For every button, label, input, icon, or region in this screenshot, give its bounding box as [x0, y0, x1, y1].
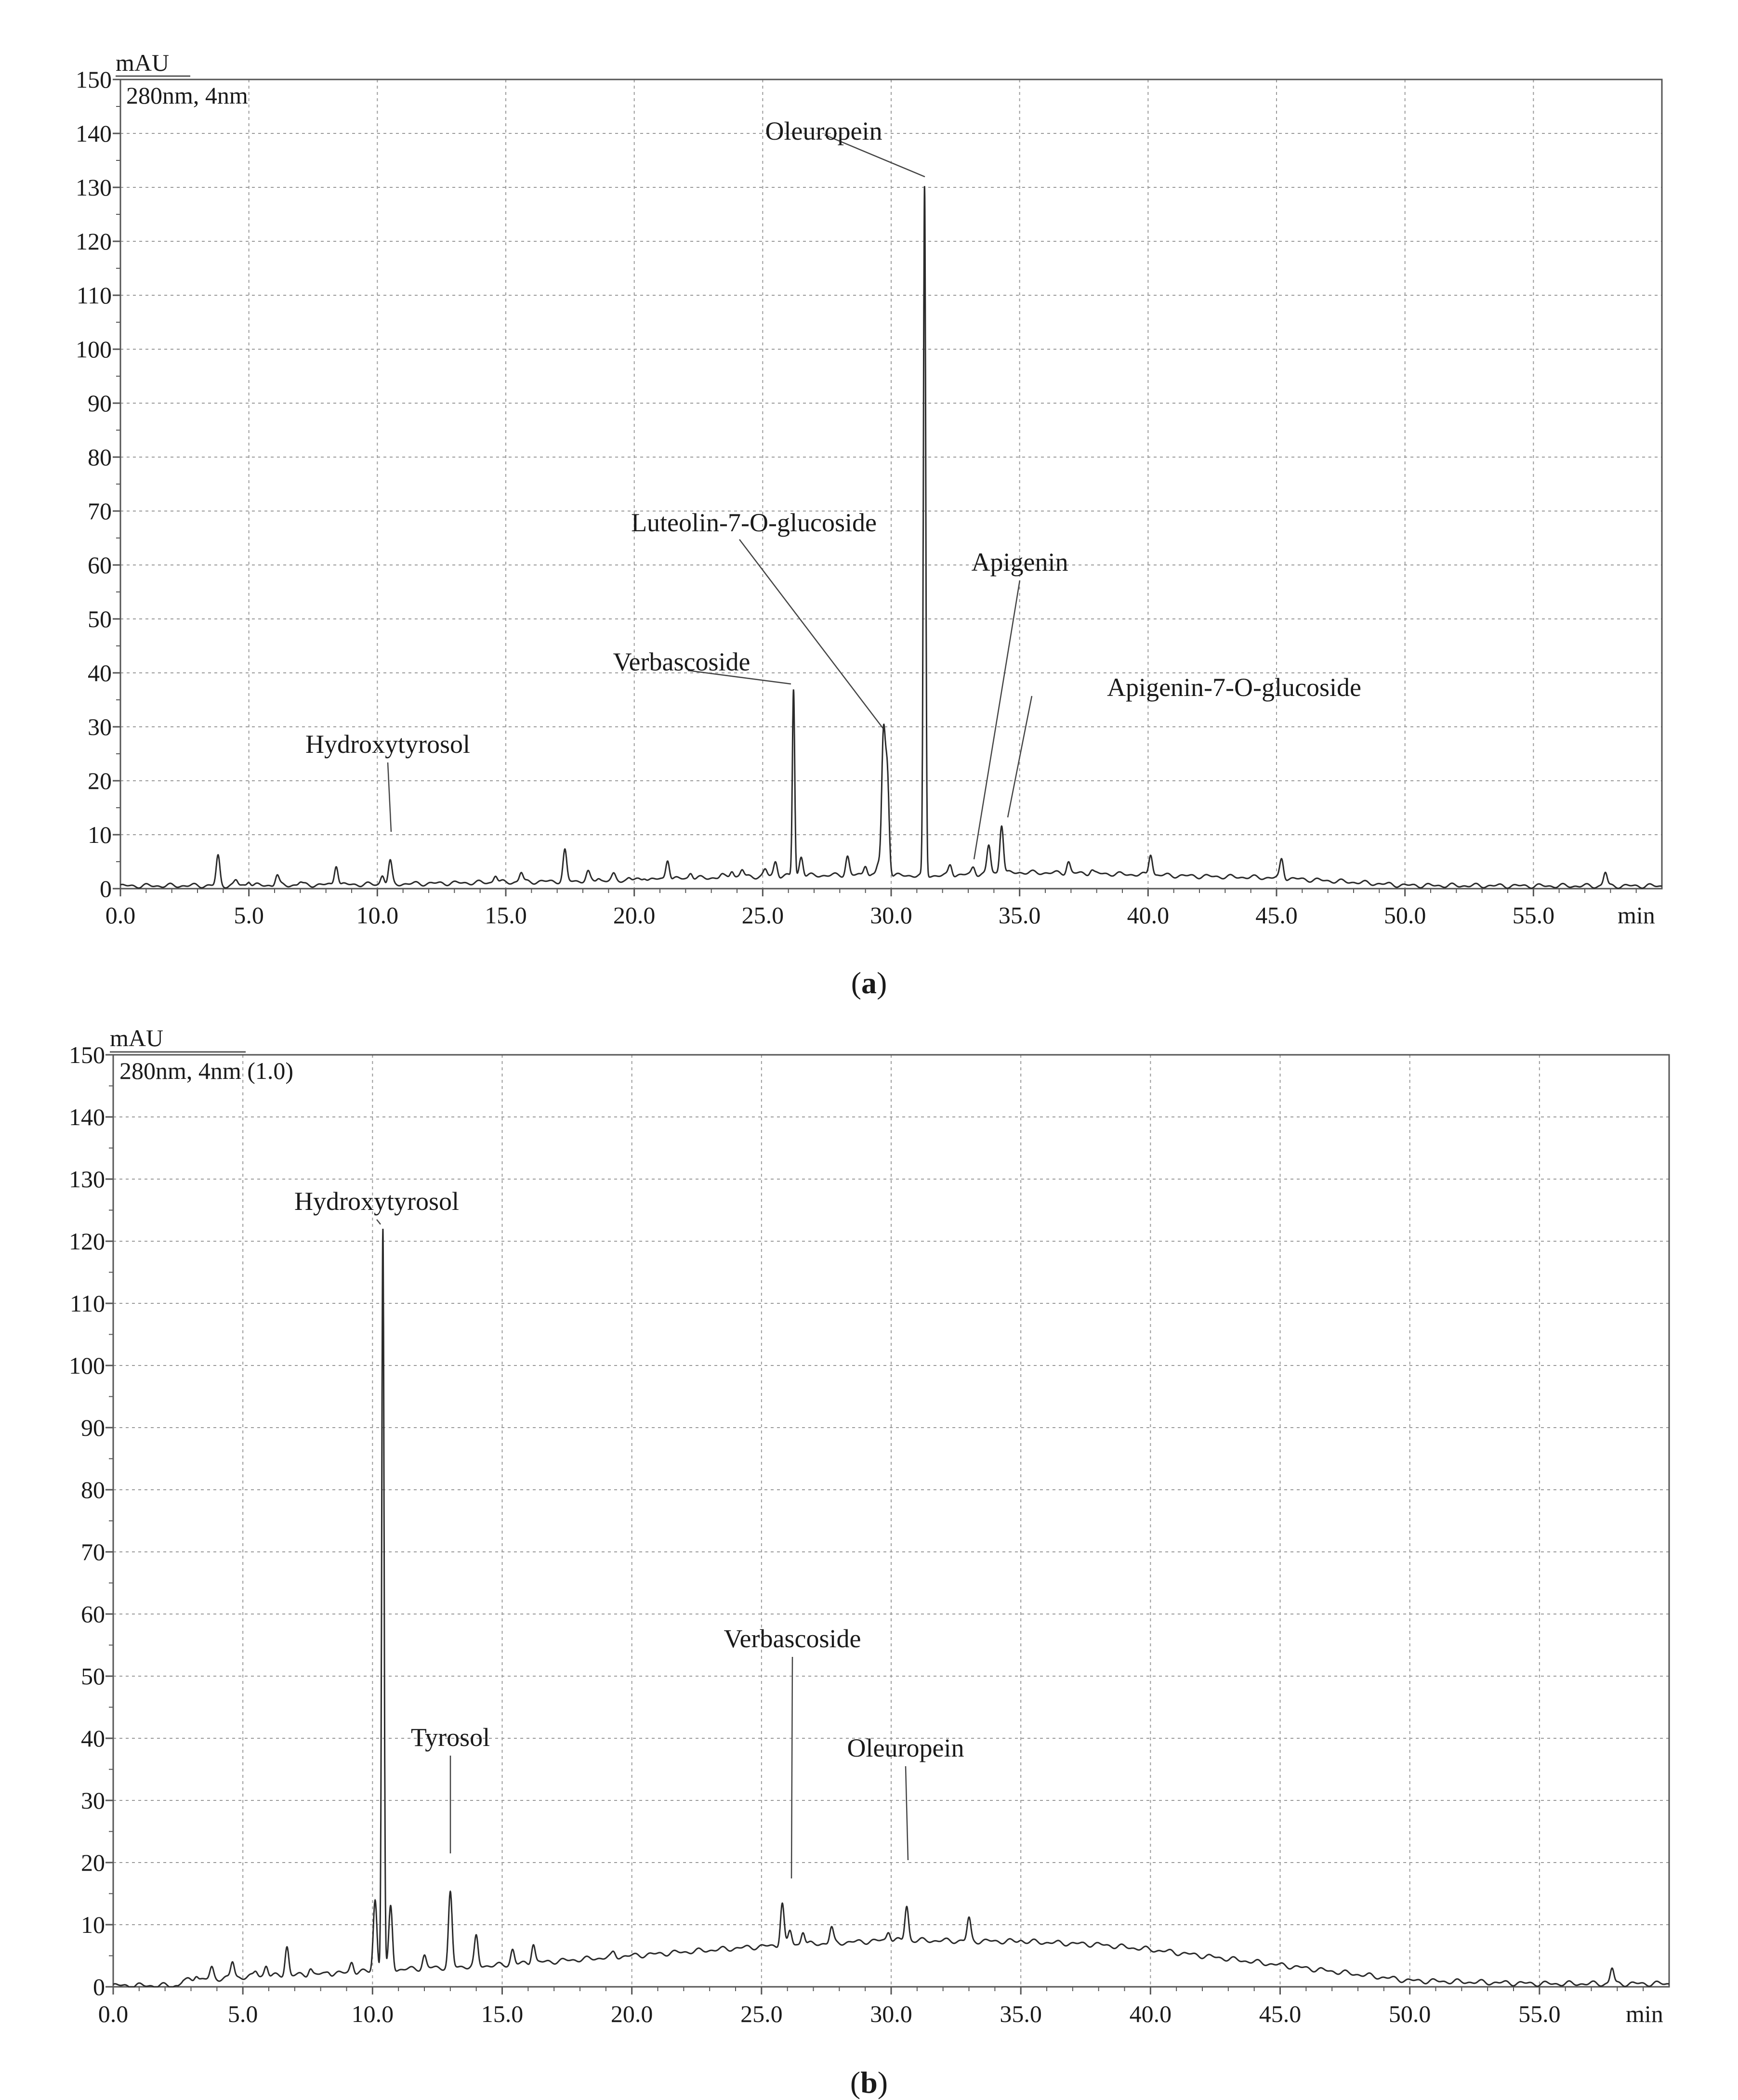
x-unit-label-b: min [1626, 2000, 1663, 2027]
y-tick-label: 40 [88, 659, 112, 686]
x-tick-label: 40.0 [1127, 902, 1170, 929]
x-tick-label: 20.0 [610, 2000, 653, 2027]
peak-label: Tyrosol [410, 1723, 490, 1752]
y-tick-label: 110 [76, 282, 112, 309]
y-tick-label: 10 [88, 821, 112, 848]
x-tick-label: 25.0 [741, 902, 784, 929]
x-tick-label: 50.0 [1383, 902, 1426, 929]
y-tick-label: 10 [81, 1911, 105, 1938]
y-tick-label: 150 [76, 66, 112, 93]
y-tick-label: 20 [88, 767, 112, 794]
y-tick-label: 120 [69, 1228, 105, 1255]
y-tick-label: 130 [69, 1166, 105, 1193]
y-tick-label: 150 [69, 1041, 105, 1068]
peak-label: Luteolin-7-O-glucoside [631, 508, 877, 537]
y-tick-label: 70 [88, 498, 112, 525]
y-tick-label: 50 [81, 1663, 105, 1690]
peak-label: Hydroxytyrosol [305, 730, 470, 759]
y-tick-label: 30 [81, 1787, 105, 1814]
y-tick-label: 100 [76, 336, 112, 363]
x-tick-label: 50.0 [1388, 2000, 1431, 2027]
x-tick-label: 10.0 [356, 902, 399, 929]
y-tick-label: 140 [76, 120, 112, 147]
x-tick-label: 15.0 [481, 2000, 524, 2027]
y-tick-label: 90 [88, 390, 112, 417]
x-unit-label-a: min [1618, 902, 1655, 929]
peak-label: Apigenin [971, 548, 1068, 577]
panel-caption-a: (a) [851, 966, 887, 1000]
x-tick-label: 45.0 [1255, 902, 1298, 929]
panel-caption-letter-b: b [860, 2065, 878, 2100]
y-tick-label: 20 [81, 1849, 105, 1876]
x-tick-label: 25.0 [740, 2000, 783, 2027]
y-tick-label: 30 [88, 713, 112, 740]
y-tick-label: 50 [88, 605, 112, 632]
x-tick-label: 55.0 [1512, 902, 1555, 929]
x-tick-label: 15.0 [485, 902, 527, 929]
x-tick-label: 35.0 [1000, 2000, 1042, 2027]
y-unit-label-b: mAU [110, 1024, 164, 1051]
y-tick-label: 0 [93, 1973, 105, 2000]
y-tick-label: 110 [69, 1290, 105, 1317]
y-tick-label: 80 [81, 1476, 105, 1503]
y-tick-label: 70 [81, 1538, 105, 1565]
x-tick-label: 0.0 [98, 2000, 129, 2027]
y-tick-label: 0 [100, 875, 112, 902]
x-tick-label: 55.0 [1518, 2000, 1561, 2027]
y-tick-label: 100 [69, 1352, 105, 1379]
peak-label: Apigenin-7-O-glucoside [1107, 673, 1361, 702]
y-tick-label: 60 [88, 551, 112, 578]
x-tick-label: 30.0 [870, 2000, 912, 2027]
x-tick-label: 35.0 [998, 902, 1041, 929]
x-tick-label: 10.0 [351, 2000, 394, 2027]
y-tick-label: 40 [81, 1725, 105, 1752]
y-tick-label: 80 [88, 444, 112, 471]
y-tick-label: 130 [76, 174, 112, 201]
x-tick-label: 45.0 [1259, 2000, 1302, 2027]
panel-caption-b: (b) [850, 2065, 888, 2100]
peak-label: Oleuropein [847, 1733, 964, 1762]
x-tick-label: 40.0 [1129, 2000, 1172, 2027]
peak-label: Oleuropein [765, 117, 882, 145]
peak-label: Verbascoside [613, 647, 750, 676]
peak-label: Verbascoside [724, 1624, 861, 1653]
x-tick-label: 30.0 [870, 902, 912, 929]
y-tick-label: 140 [69, 1103, 105, 1130]
y-tick-label: 90 [81, 1414, 105, 1441]
y-tick-label: 60 [81, 1601, 105, 1628]
y-tick-label: 120 [76, 228, 112, 255]
x-tick-label: 5.0 [234, 902, 264, 929]
x-tick-label: 0.0 [105, 902, 136, 929]
panel-caption-letter-a: a [861, 966, 877, 1000]
y-unit-label-a: mAU [116, 49, 170, 76]
wavelength-label-b: 280nm, 4nm (1.0) [119, 1057, 294, 1084]
x-tick-label: 20.0 [613, 902, 656, 929]
peak-label: Hydroxytyrosol [294, 1187, 459, 1216]
wavelength-label-a: 280nm, 4nm [126, 82, 248, 109]
x-tick-label: 5.0 [227, 2000, 258, 2027]
